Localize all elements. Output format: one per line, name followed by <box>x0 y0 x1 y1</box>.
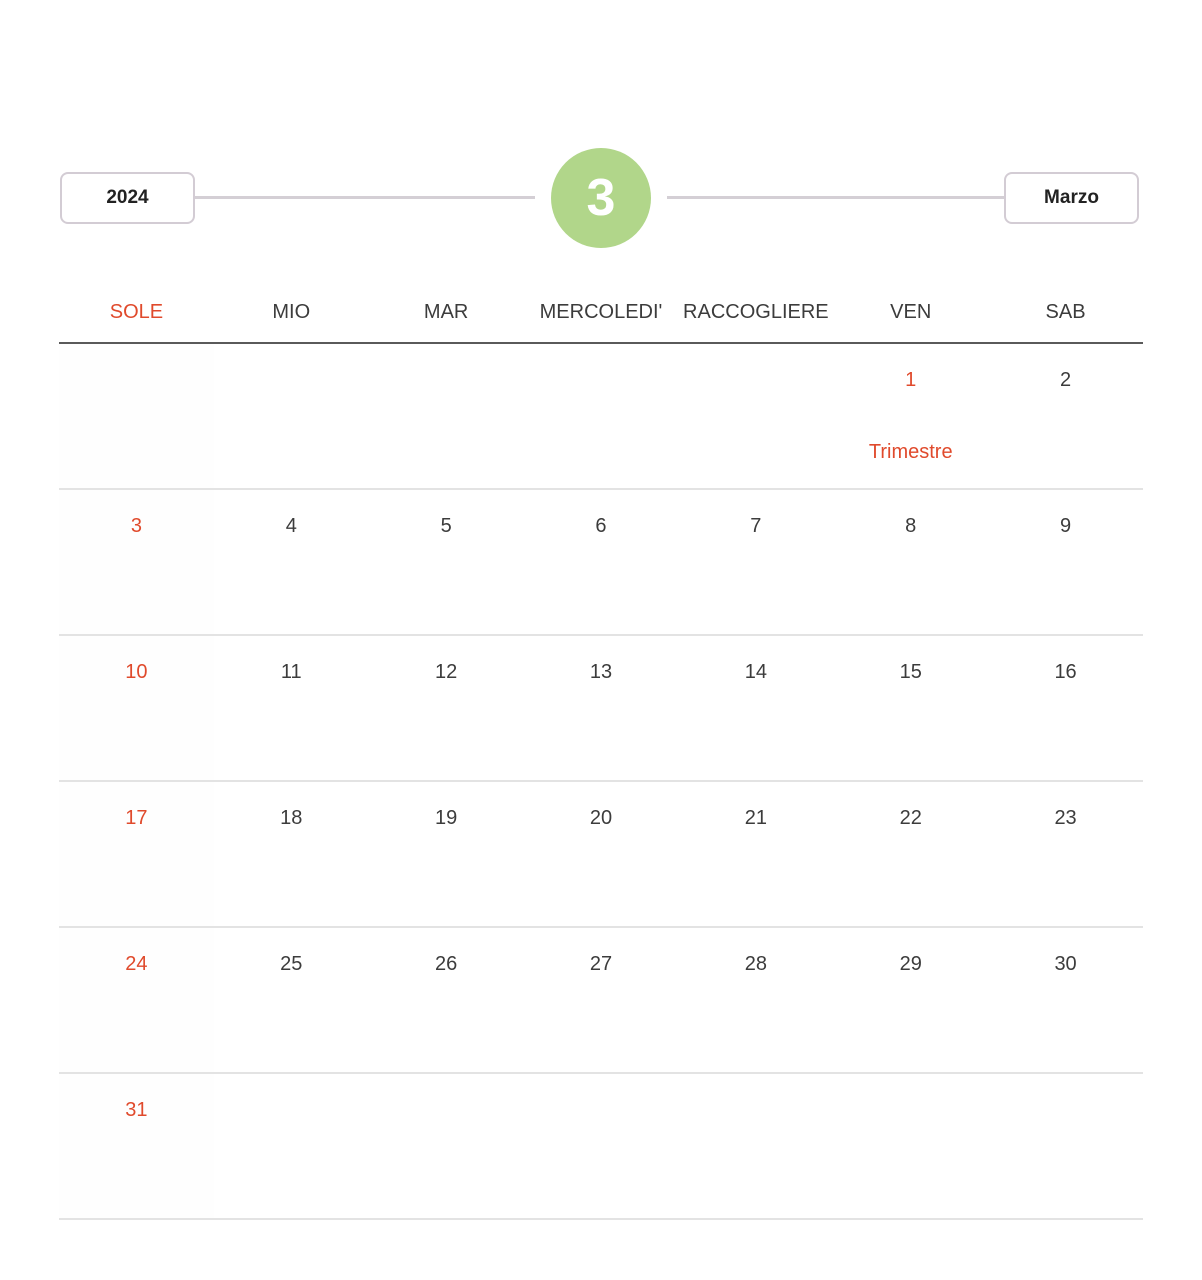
empty-day-cell <box>678 344 833 488</box>
day-number: 13 <box>589 661 613 683</box>
day-cell[interactable] <box>214 782 369 926</box>
day-cell[interactable] <box>833 490 988 634</box>
day-cell[interactable] <box>678 782 833 926</box>
weekday-label: SOLE <box>109 301 164 323</box>
day-number: 6 <box>595 515 607 537</box>
day-number: 12 <box>435 661 458 683</box>
day-number: 24 <box>125 953 148 975</box>
empty-day-cell <box>369 344 524 488</box>
empty-day-cell <box>524 1074 679 1218</box>
day-cell[interactable] <box>988 782 1143 926</box>
header-connector-left <box>195 196 535 199</box>
day-number: 14 <box>744 661 767 683</box>
empty-day-cell <box>833 1074 988 1218</box>
weekday-label: MAR <box>423 301 469 323</box>
day-cell[interactable] <box>833 636 988 780</box>
empty-day-cell <box>678 1074 833 1218</box>
empty-day-cell <box>988 1074 1143 1218</box>
day-cell[interactable] <box>678 928 833 1072</box>
day-number: 9 <box>1060 515 1072 537</box>
week-row <box>59 782 1143 928</box>
day-cell[interactable] <box>59 1074 214 1218</box>
day-number: 21 <box>744 807 767 829</box>
day-number: 30 <box>1054 953 1077 975</box>
day-number: 10 <box>125 661 148 683</box>
day-cell[interactable] <box>59 636 214 780</box>
day-cell[interactable] <box>678 490 833 634</box>
day-number: 5 <box>440 515 452 537</box>
day-cell[interactable] <box>988 928 1143 1072</box>
day-number: 29 <box>899 953 922 975</box>
weekday-header <box>59 290 1143 344</box>
week-row <box>59 344 1143 490</box>
calendar-header <box>60 146 1140 250</box>
day-cell[interactable] <box>369 490 524 634</box>
day-number: 8 <box>905 515 917 537</box>
day-cell[interactable] <box>214 928 369 1072</box>
day-number: 27 <box>589 953 613 975</box>
empty-day-cell <box>214 344 369 488</box>
day-number: 23 <box>1054 807 1077 829</box>
day-cell[interactable] <box>988 490 1143 634</box>
year-selector[interactable]: 2024 <box>60 172 195 224</box>
week-row <box>59 1074 1143 1220</box>
day-cell[interactable] <box>369 928 524 1072</box>
day-number: 25 <box>280 953 303 975</box>
day-number: 1 <box>905 369 917 391</box>
day-number: 31 <box>125 1099 148 1121</box>
day-number: 2 <box>1060 369 1072 391</box>
day-cell[interactable] <box>59 928 214 1072</box>
day-cell[interactable] <box>524 636 679 780</box>
day-cell[interactable] <box>524 782 679 926</box>
empty-day-cell <box>369 1074 524 1218</box>
day-number: 15 <box>899 661 922 683</box>
day-cell[interactable] <box>524 928 679 1072</box>
weekday-label: RACCOGLIERE <box>683 301 829 323</box>
day-cell[interactable] <box>59 782 214 926</box>
weekday-label: MERCOLEDI' <box>539 301 663 323</box>
day-cell[interactable] <box>678 636 833 780</box>
day-event-label: Trimestre <box>868 441 953 463</box>
weekday-label: SAB <box>1045 301 1086 323</box>
day-number: 3 <box>130 515 142 537</box>
day-cell[interactable] <box>214 636 369 780</box>
day-cell[interactable] <box>988 636 1143 780</box>
empty-day-cell <box>214 1074 369 1218</box>
week-row <box>59 636 1143 782</box>
day-cell[interactable] <box>524 490 679 634</box>
day-cell[interactable] <box>369 636 524 780</box>
header-connector-right <box>667 196 1005 199</box>
day-cell[interactable] <box>833 344 988 488</box>
day-number: 20 <box>589 807 613 829</box>
month-selector[interactable]: Marzo <box>1004 172 1139 224</box>
day-cell[interactable] <box>59 490 214 634</box>
day-number: 7 <box>750 515 762 537</box>
weekday-label: MIO <box>272 301 311 323</box>
day-number: 4 <box>285 515 297 537</box>
day-cell[interactable] <box>369 782 524 926</box>
calendar-grid <box>59 344 1143 1220</box>
day-cell[interactable] <box>833 928 988 1072</box>
week-row <box>59 490 1143 636</box>
day-number: 19 <box>435 807 458 829</box>
empty-day-cell <box>59 344 214 488</box>
day-number: 17 <box>125 807 148 829</box>
day-cell[interactable] <box>214 490 369 634</box>
week-row <box>59 928 1143 1074</box>
day-number: 22 <box>899 807 922 829</box>
day-number: 18 <box>280 807 303 829</box>
day-cell[interactable] <box>833 782 988 926</box>
day-number: 26 <box>435 953 458 975</box>
day-number: 28 <box>744 953 767 975</box>
empty-day-cell <box>524 344 679 488</box>
day-number: 16 <box>1054 661 1077 683</box>
day-cell[interactable] <box>988 344 1143 488</box>
day-number: 11 <box>280 661 302 683</box>
month-number-badge: 3 <box>551 148 651 248</box>
weekday-label: VEN <box>890 301 932 323</box>
